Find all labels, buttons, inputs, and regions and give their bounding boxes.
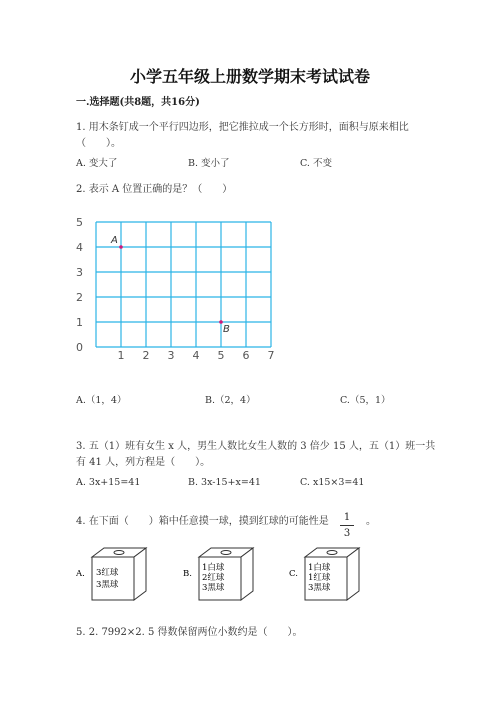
question-3-text-line-1: 3. 五（1）班有女生 x 人，男生人数比女生人数的 3 倍少 15 人，五（1）班一共 [76, 441, 436, 452]
box-b-line-2: 2红球 [202, 573, 225, 583]
x-tick-label: 4 [192, 349, 200, 362]
question-2-option-b[interactable]: B.（2，4） [205, 395, 256, 406]
fraction-numerator: 1 [343, 512, 351, 523]
box-c-line-1: 1白球 [308, 563, 331, 573]
question-5-text: 5. 2. 7992×2. 5 得数保留两位小数约是（ ）。 [76, 627, 303, 638]
question-3-option-a[interactable]: A. 3x+15=41 [76, 477, 141, 488]
box-a-illustration [76, 545, 156, 607]
y-tick-label: 3 [76, 266, 83, 279]
box-c-line-2: 1红球 [308, 573, 331, 583]
question-2-text: 2. 表示 A 位置正确的是？（ ） [76, 184, 233, 195]
y-tick-label: 1 [76, 316, 83, 329]
x-tick-label: 6 [242, 349, 250, 362]
box-option-a[interactable] [76, 545, 156, 611]
x-tick-label: 7 [267, 349, 275, 362]
question-3-option-b[interactable]: B. 3x-15+x=41 [188, 477, 261, 488]
box-b-line-3: 3黑球 [202, 583, 225, 593]
question-4-text: 4. 在下面（ ）箱中任意摸一球，摸到红球的可能性是 [76, 516, 329, 527]
box-option-b[interactable] [183, 545, 263, 611]
point-a-marker [119, 245, 123, 249]
box-option-c[interactable] [289, 545, 369, 611]
box-c-illustration [289, 545, 369, 607]
y-tick-label: 5 [76, 216, 83, 229]
section-heading: 一.选择题(共8题，共16分) [76, 97, 200, 108]
fraction-denominator: 3 [343, 528, 351, 539]
box-a-line-1: 3红球 [96, 568, 119, 578]
question-1-text-line-1: 1. 用木条钉成一个平行四边形，把它推拉成一个长方形时，面积与原来相比 [76, 122, 409, 133]
box-a-line-2: 3黑球 [96, 580, 119, 590]
y-tick-label: 0 [76, 341, 83, 354]
question-2-option-c[interactable]: C.（5，1） [340, 395, 391, 406]
box-a-label: A. [76, 569, 85, 579]
question-3-text-line-2: 有 41 人，列方程是（ ）。 [76, 457, 211, 468]
x-tick-label: 5 [217, 349, 225, 362]
question-1-option-c[interactable]: C. 不变 [300, 158, 332, 169]
box-b-label: B. [183, 569, 192, 579]
question-1-text-line-2: （ ）。 [76, 138, 121, 149]
point-b-label: B [223, 324, 230, 335]
x-tick-label: 3 [167, 349, 175, 362]
y-tick-label: 4 [76, 241, 83, 254]
question-2-option-a[interactable]: A.（1，4） [76, 395, 127, 406]
point-a-label: A [111, 235, 118, 246]
x-tick-label: 2 [142, 349, 150, 362]
page-title: 小学五年级上册数学期末考试试卷 [129, 67, 370, 86]
box-c-label: C. [289, 569, 298, 579]
probability-fraction [340, 511, 354, 540]
box-b-illustration [183, 545, 263, 607]
box-b-line-1: 1白球 [202, 563, 225, 573]
box-c-line-3: 3黑球 [308, 583, 331, 593]
y-tick-label: 2 [76, 291, 83, 304]
coordinate-grid [70, 205, 290, 370]
question-1-option-a[interactable]: A. 变大了 [76, 158, 118, 169]
x-tick-label: 1 [117, 349, 125, 362]
fraction-bar [340, 525, 354, 526]
question-3-option-c[interactable]: C. x15×3=41 [300, 477, 365, 488]
question-4-suffix: 。 [366, 516, 376, 527]
question-1-option-b[interactable]: B. 变小了 [188, 158, 230, 169]
